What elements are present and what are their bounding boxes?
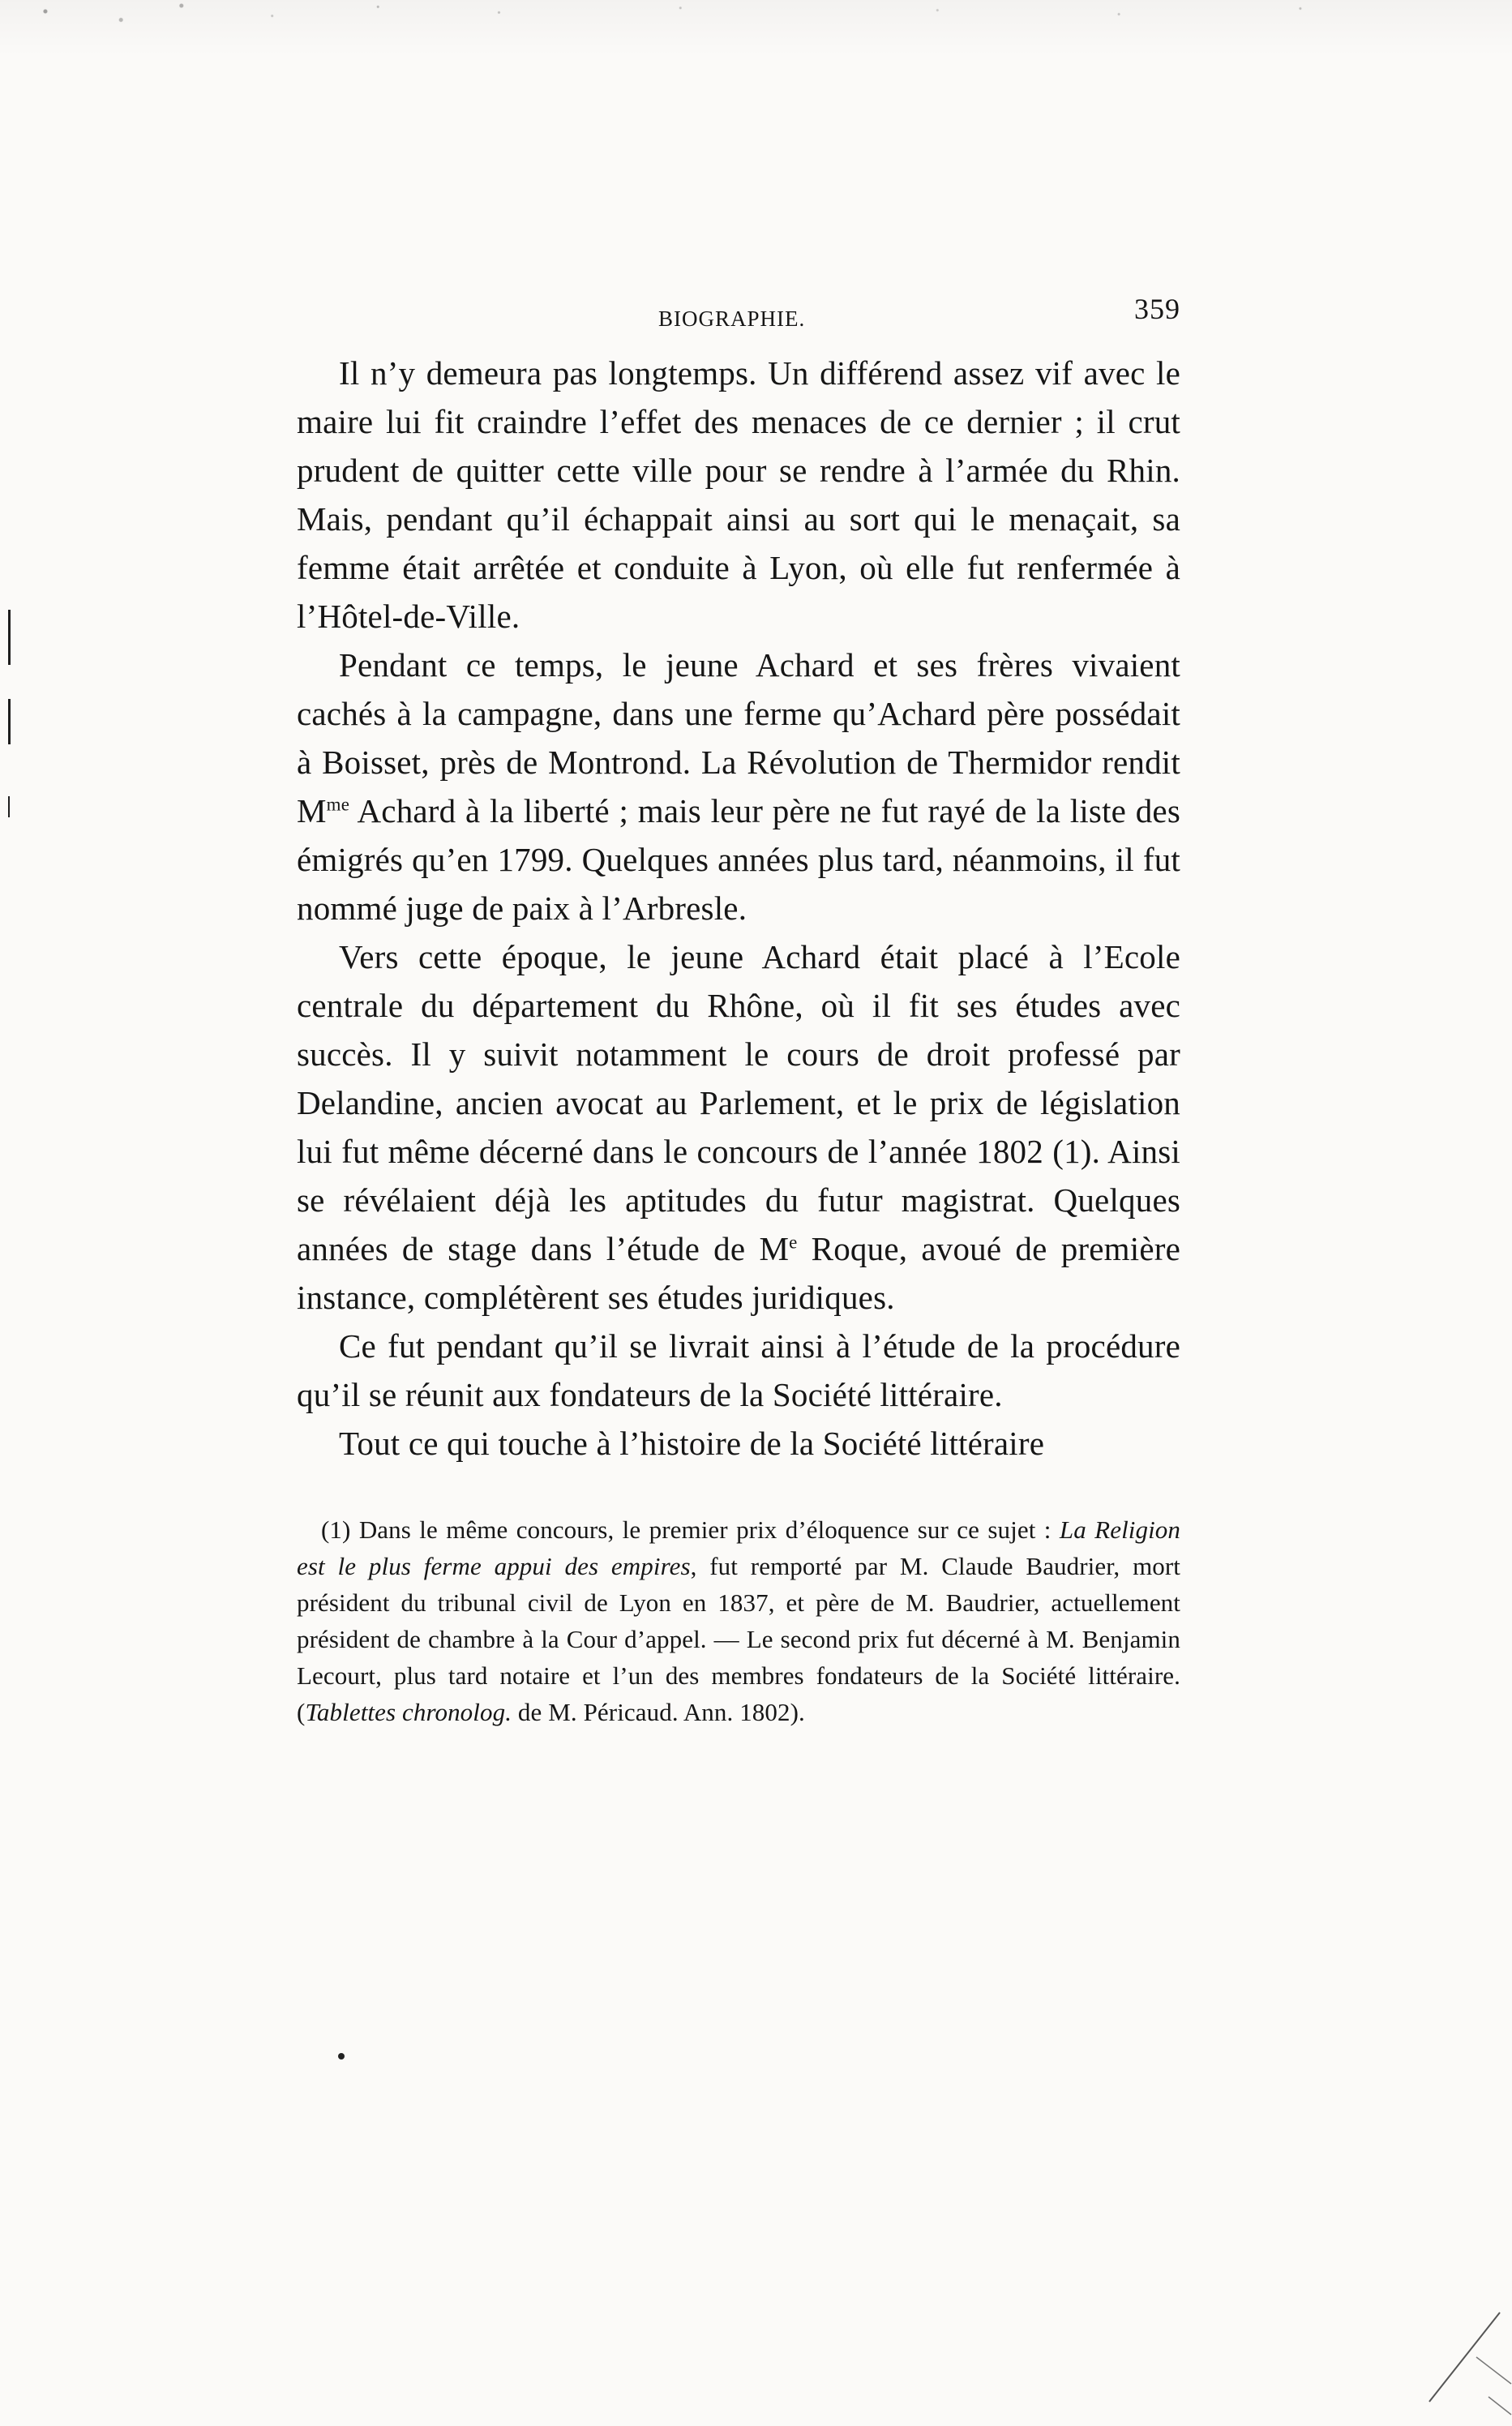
paragraph-2-superscript: me <box>326 794 350 815</box>
paragraph-3 <box>297 932 1180 1322</box>
corner-scan-stroke-3 <box>1488 2397 1511 2415</box>
corner-scan-stroke-2 <box>1476 2357 1511 2384</box>
footnote-1 <box>297 1511 1180 1730</box>
running-head <box>297 292 1180 349</box>
running-head-title: BIOGRAPHIE. <box>658 306 806 331</box>
paragraph-3-superscript: e <box>789 1232 798 1253</box>
paragraph-5 <box>297 1419 1180 1468</box>
main-text <box>297 349 1180 1468</box>
paragraph-2-before: Pendant ce temps, le jeune Achard et ses frères vivaient cachés à la campagne, dans une ferme qu’Achard père possédait à Boisset, près de Montrond. La Révolution de Thermidor rendit M <box>297 646 1180 829</box>
corner-scan-mark <box>1415 2215 1512 2426</box>
left-margin-mark-1 <box>8 610 11 665</box>
footnote-text-a: Dans le même concours, le premier prix d’éloquence sur ce sujet : <box>350 1515 1060 1544</box>
paragraph-3-before: Vers cette époque, le jeune Achard était placé à l’Ecole centrale du département du Rhône, où il fit ses études avec succès. Il y suivit notamment le cours de droit professé par Delandine, ancien avocat au Parlement, et le prix de législation lui fut même décerné dans le concours de l’année 1802 (1). Ainsi se révélaient déjà les aptitudes du futur magistrat. Quelques années de stage dans l’étude de M <box>297 938 1180 1267</box>
paragraph-3-after: Roque, avoué de première instance, complétèrent ses études juridiques. <box>297 1230 1180 1316</box>
book-page <box>297 292 1180 1730</box>
scan-dot <box>338 2053 345 2060</box>
paragraph-4-text: Ce fut pendant qu’il se livrait ainsi à l’étude de la procédure qu’il se réunit aux fondateurs de la Société littéraire. <box>297 1327 1180 1413</box>
paragraph-1-text: Il n’y demeura pas longtemps. Un différend assez vif avec le maire lui fit craindre l’effet des menaces de ce dernier ; il crut prudent de quitter cette ville pour se rendre à l’armée du Rhin. Mais, pendant qu’il échappait ainsi au sort qui le menaçait, sa femme était arrêtée et conduite à Lyon, où elle fut renfermée à l’Hôtel-de-Ville. <box>297 354 1180 635</box>
scan-top-speckle <box>0 0 1512 57</box>
page-number: 359 <box>1134 293 1180 325</box>
footnote-text-b: , fut remporté par M. Claude Baudrier, mort président du tribunal civil de Lyon en 1837, et père de M. Baudrier, actuellement président de chambre à la Cour d’appel. — Le second prix fut décerné à M. Benjamin Lecourt, plus tard notaire et l’un des membres fondateurs de la Société littéraire. ( <box>297 1552 1181 1726</box>
footnote-italic-subject: La Religion est le plus ferme appui des empires <box>297 1515 1181 1580</box>
footnote <box>297 1511 1180 1730</box>
paragraph-1 <box>297 349 1180 641</box>
paragraph-2-after: Achard à la liberté ; mais leur père ne fut rayé de la liste des émigrés qu’en 1799. Quelques années plus tard, néanmoins, il fut nommé juge de paix à l’Arbresle. <box>297 792 1180 927</box>
corner-scan-stroke-1 <box>1429 2312 1500 2402</box>
paragraph-5-text: Tout ce qui touche à l’histoire de la Société littéraire <box>339 1425 1045 1462</box>
footnote-mark: (1) <box>321 1515 351 1544</box>
paragraph-2 <box>297 641 1180 932</box>
footnote-text-c: de M. Péricaud. Ann. 1802). <box>512 1698 805 1726</box>
paragraph-4 <box>297 1322 1180 1419</box>
left-margin-mark-3 <box>8 796 10 817</box>
left-margin-mark-2 <box>8 699 11 744</box>
footnote-italic-source: Tablettes chronolog. <box>305 1698 512 1726</box>
